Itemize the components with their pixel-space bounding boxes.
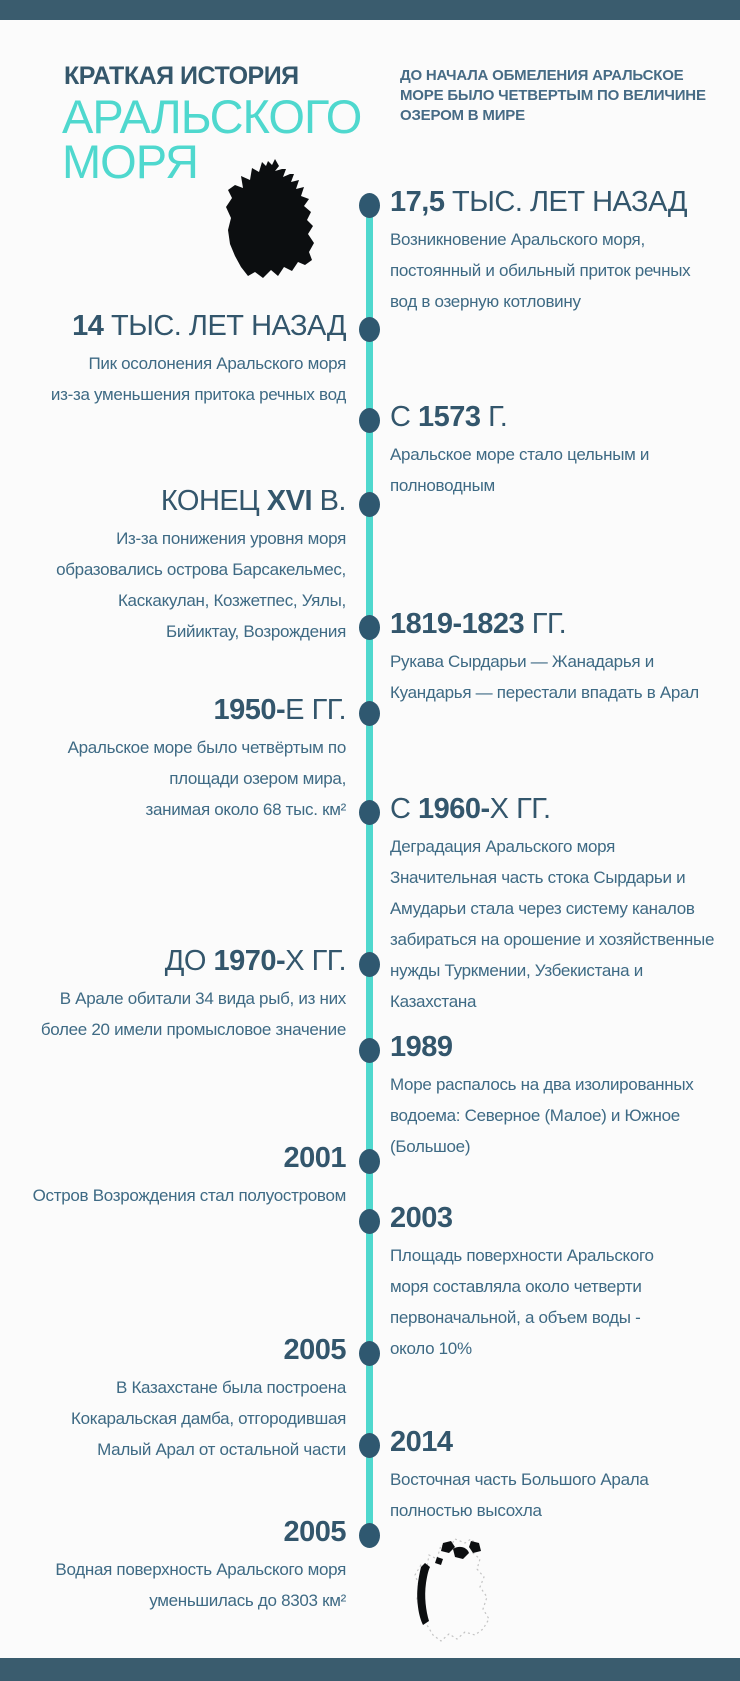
timeline-dot xyxy=(359,701,380,726)
timeline-dot xyxy=(359,408,380,433)
timeline-event-14000-years-ago xyxy=(51,308,346,410)
timeline-event-1989 xyxy=(390,1029,730,1162)
page-title-line2: МОРЯ xyxy=(62,135,198,188)
event-description: Рукава Сырдарьи — Жанадарья и Куандарья — перестали впадать в Арал xyxy=(390,652,699,702)
timeline-dot xyxy=(359,1433,380,1458)
timeline-event-before-1970s xyxy=(41,943,346,1045)
event-date: 2005 xyxy=(283,1516,346,1548)
event-description: Водная поверхность Аральского моря уменьшилась до 8303 км² xyxy=(55,1560,346,1610)
timeline-event-2005-dam xyxy=(71,1332,346,1465)
event-description: Аральское море стало цельным и полноводным xyxy=(390,445,650,495)
event-description: Деградация Аральского моря Значительная часть стока Сырдарьи и Амударьи стала через систему каналов забираться на орошение и хозяйственные нужды Туркмении, Узбекистана и Казахстана xyxy=(390,837,715,1011)
aral-sea-dried-map-icon xyxy=(405,1533,505,1655)
event-date: 2003 xyxy=(390,1202,453,1234)
timeline-event-1960s xyxy=(390,791,730,1017)
timeline-dot xyxy=(359,317,380,342)
event-description: Пик осолонения Аральского моря из-за уменьшения притока речных вод xyxy=(50,354,346,404)
intro-text: ДО НАЧАЛА ОБМЕЛЕНИЯ АРАЛЬСКОЕ МОРЕ БЫЛО ЧЕТВЕРТЫМ ПО ВЕЛИЧИНЕ ОЗЕРОМ В МИРЕ xyxy=(400,67,706,124)
event-date: 1989 xyxy=(390,1031,453,1063)
event-description: Море распалось на два изолированных водоема: Северное (Малое) и Южное (Большое) xyxy=(390,1075,694,1156)
timeline-dot xyxy=(359,1209,380,1234)
timeline-dot xyxy=(359,492,380,517)
event-date: 2005 xyxy=(283,1334,346,1366)
timeline-event-1950s xyxy=(68,692,346,825)
event-date: КОНЕЦ XVI В. xyxy=(160,485,346,517)
kicker-title: КРАТКАЯ ИСТОРИЯ xyxy=(64,62,299,90)
event-description: Из-за понижения уровня моря образовались острова Барсакельмес, Каскакулан, Козжетпес, Уялы, Бийиктау, Возрождения xyxy=(56,529,346,641)
bottom-border-bar xyxy=(0,1658,740,1681)
event-date: 1819-1823 ГГ. xyxy=(390,608,567,640)
timeline-event-2003 xyxy=(390,1200,730,1364)
timeline-dot xyxy=(359,193,380,218)
timeline-event-17500-years-ago xyxy=(390,184,730,317)
event-description: В Казахстане была построена Кокаральская дамба, отгородившая Малый Арал от остальной части xyxy=(71,1378,346,1459)
timeline-dot xyxy=(359,1149,380,1174)
event-date: С 1960-Х ГГ. xyxy=(390,793,551,825)
event-description: Возникновение Аральского моря, постоянный и обильный приток речных вод в озерную котловину xyxy=(390,230,691,311)
event-description: Остров Возрождения стал полуостровом xyxy=(32,1186,346,1205)
event-date: 2001 xyxy=(283,1142,346,1174)
timeline-event-2001 xyxy=(33,1140,346,1211)
event-description: Аральское море было четвёртым по площади озером мира, занимая около 68 тыс. км² xyxy=(67,738,346,819)
timeline-dot xyxy=(359,615,380,640)
aral-sea-full-map-icon xyxy=(222,157,326,294)
timeline-dot xyxy=(359,800,380,825)
timeline-dot xyxy=(359,952,380,977)
event-description: В Арале обитали 34 вида рыб, из них более 20 имели промысловое значение xyxy=(40,989,346,1039)
top-border-bar xyxy=(0,0,740,20)
timeline-event-1819-1823 xyxy=(390,606,730,708)
page-title-line1: АРАЛЬСКОГО xyxy=(62,90,362,143)
timeline-dot xyxy=(359,1341,380,1366)
timeline-event-1573 xyxy=(390,399,730,501)
timeline-event-2014 xyxy=(390,1424,730,1526)
event-description: Площадь поверхности Аральского моря составляла около четверти первоначальной, а объем воды - около 10% xyxy=(390,1246,654,1358)
timeline-dot xyxy=(359,1523,380,1548)
timeline-event-2005-area xyxy=(55,1514,346,1616)
timeline-dot xyxy=(359,1038,380,1063)
timeline-event-end-16th-century xyxy=(56,483,346,647)
event-date: 2014 xyxy=(390,1426,453,1458)
event-date: 14 ТЫС. ЛЕТ НАЗАД xyxy=(72,310,346,342)
event-date: ДО 1970-Х ГГ. xyxy=(164,945,346,977)
event-description: Восточная часть Большого Арала полностью высохла xyxy=(390,1470,649,1520)
timeline-line xyxy=(366,205,373,1535)
event-date: 1950-Е ГГ. xyxy=(213,694,346,726)
event-date: 17,5 ТЫС. ЛЕТ НАЗАД xyxy=(390,186,688,218)
event-date: С 1573 Г. xyxy=(390,401,508,433)
